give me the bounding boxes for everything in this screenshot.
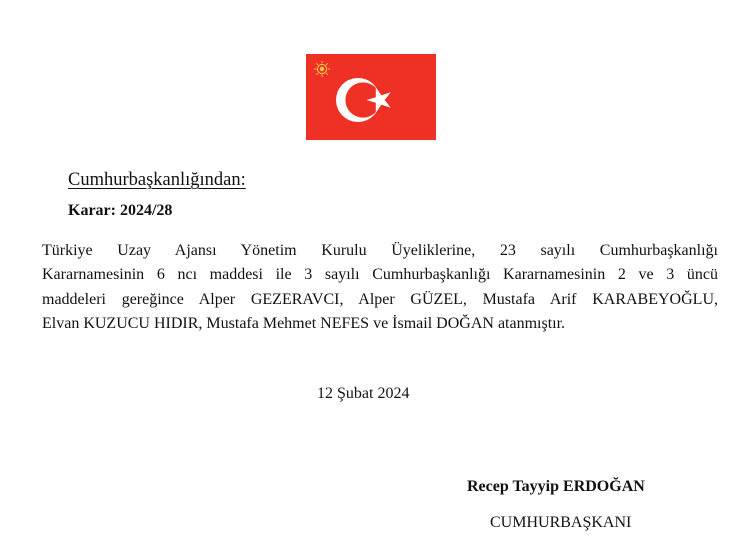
body-line: Kararnamesinin 6 ncı maddesi ile 3 sayılı Cumhurbaşkanlığı Kararnamesinin 2 ve 3 üncü bbox=[42, 266, 718, 284]
decision-date: 12 Şubat 2024 bbox=[317, 385, 410, 402]
presidential-seal-icon bbox=[313, 60, 331, 78]
signer-name: Recep Tayyip ERDOĞAN bbox=[467, 478, 645, 495]
signer-title: CUMHURBAŞKANI bbox=[490, 514, 632, 531]
decision-number: Karar: 2024/28 bbox=[68, 202, 173, 219]
decision-body bbox=[42, 239, 718, 336]
body-line: Elvan KUZUCU HIDIR, Mustafa Mehmet NEFES ve İsmail DOĞAN atanmıştır. bbox=[42, 314, 566, 332]
body-line: Türkiye Uzay Ajansı Yönetim Kurulu Üyeliklerine, 23 sayılı Cumhurbaşkanlığı bbox=[42, 242, 718, 259]
body-line: maddeleri gereğince Alper GEZERAVCI, Alper GÜZEL, Mustafa Arif KARABEYOĞLU, bbox=[42, 290, 718, 308]
issuer-heading: Cumhurbaşkanlığından: bbox=[68, 170, 246, 190]
